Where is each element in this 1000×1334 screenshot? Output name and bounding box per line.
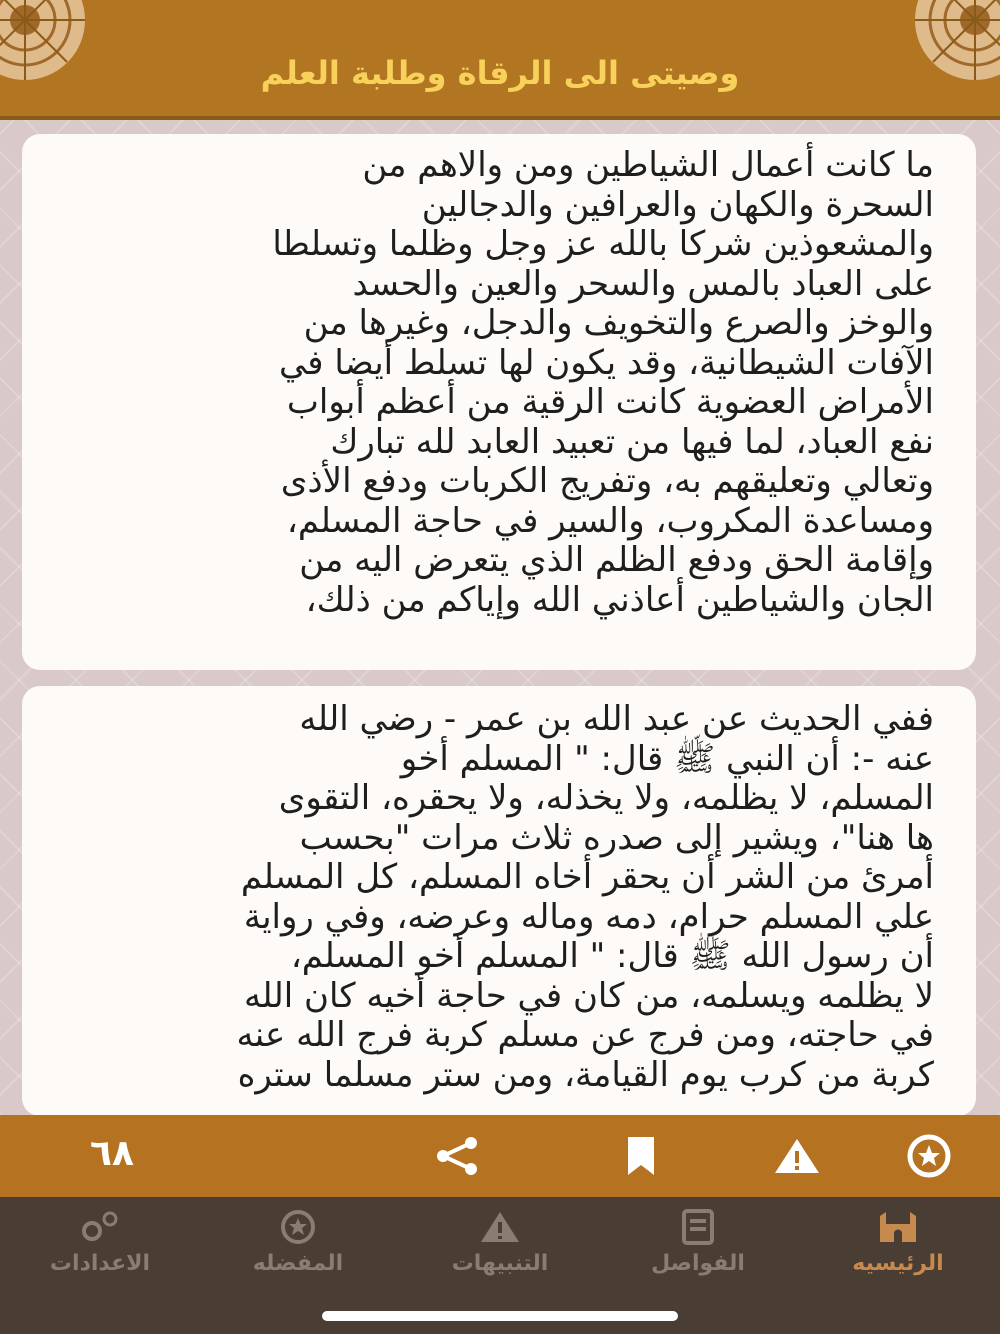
text-card xyxy=(22,686,976,1116)
text-card xyxy=(22,134,976,670)
share-button[interactable] xyxy=(412,1115,502,1197)
tab-home[interactable] xyxy=(808,1207,988,1287)
tab-favorites[interactable] xyxy=(208,1207,388,1287)
tab-label: التنبيهات xyxy=(451,1251,549,1276)
action-bar xyxy=(0,1115,1000,1197)
alert-icon xyxy=(773,1136,821,1176)
home-indicator xyxy=(322,1311,678,1321)
tab-bookmarks[interactable] xyxy=(608,1207,788,1287)
favorite-icon xyxy=(906,1133,952,1179)
page-counter: ٦٨ xyxy=(90,1133,134,1174)
card-text: ما كانت أعمال الشياطين ومن والاهم من السحرة والكهان والعرافين والدجالين والمشعوذين شركا بالله عز وجل وظلما وتسلطا على العباد بالمس والسحر والعين والحسد والوخز والصرع والتخويف والدجل، وغيرها من الآفات الشيطانية، وقد يكون لها تسلط أيضا في الأمراض العضوية كانت الرقية من أعظم أبواب نفع العباد، لما فيها من تعبيد العابد لله تبارك وتعالي وتعليقهم به، وتفريج الكربات ودفع الأذى ومساعدة المكروب، والسير في حاجة المسلم، وإقامة الحق ودفع الظلم الذي يتعرض اليه من الجان والشياطين أعاذني الله وإياكم من ذلك، xyxy=(272,145,934,620)
settings-icon xyxy=(78,1209,122,1245)
tab-settings[interactable] xyxy=(10,1207,190,1287)
header-bar xyxy=(0,0,1000,120)
alert-button[interactable] xyxy=(752,1115,842,1197)
card-text: ففي الحديث عن عبد الله بن عمر - رضي الله عنه -: أن النبي ﷺ قال: " المسلم أخو المسلم، لا يظلمه، ولا يخذله، ولا يحقره، التقوى ها هنا"، ويشير إلى صدره ثلاث مرات "بحسب أمرئ من الشر أن يحقر أخاه المسلم، كل المسلم علي المسلم حرام، دمه وماله وعرضه، وفي رواية أن رسول الله ﷺ قال: " المسلم أخو المسلم، لا يظلمه ويسلمه، من كان في حاجة أخيه كان الله في حاجته، ومن فرج عن مسلم كربة فرج الله عنه كربة من كرب يوم القيامة، ومن ستر مسلما ستره xyxy=(236,699,934,1095)
tab-label: الفواصل xyxy=(651,1251,745,1276)
home-icon xyxy=(876,1210,920,1244)
favorite-icon xyxy=(279,1208,317,1246)
tab-label: المفضله xyxy=(252,1251,344,1276)
bookmarks-icon xyxy=(681,1208,715,1246)
bookmark-icon xyxy=(626,1135,656,1177)
share-icon xyxy=(431,1136,483,1176)
favorite-button[interactable] xyxy=(884,1115,974,1197)
tab-notifications[interactable] xyxy=(410,1207,590,1287)
tab-label: الاعدادات xyxy=(49,1251,151,1276)
bookmark-button[interactable] xyxy=(596,1115,686,1197)
alert-icon xyxy=(479,1209,521,1245)
page-title: وصيتى الى الرقاة وطلبة العلم xyxy=(260,54,740,92)
tab-label: الرئيسيه xyxy=(852,1251,944,1276)
